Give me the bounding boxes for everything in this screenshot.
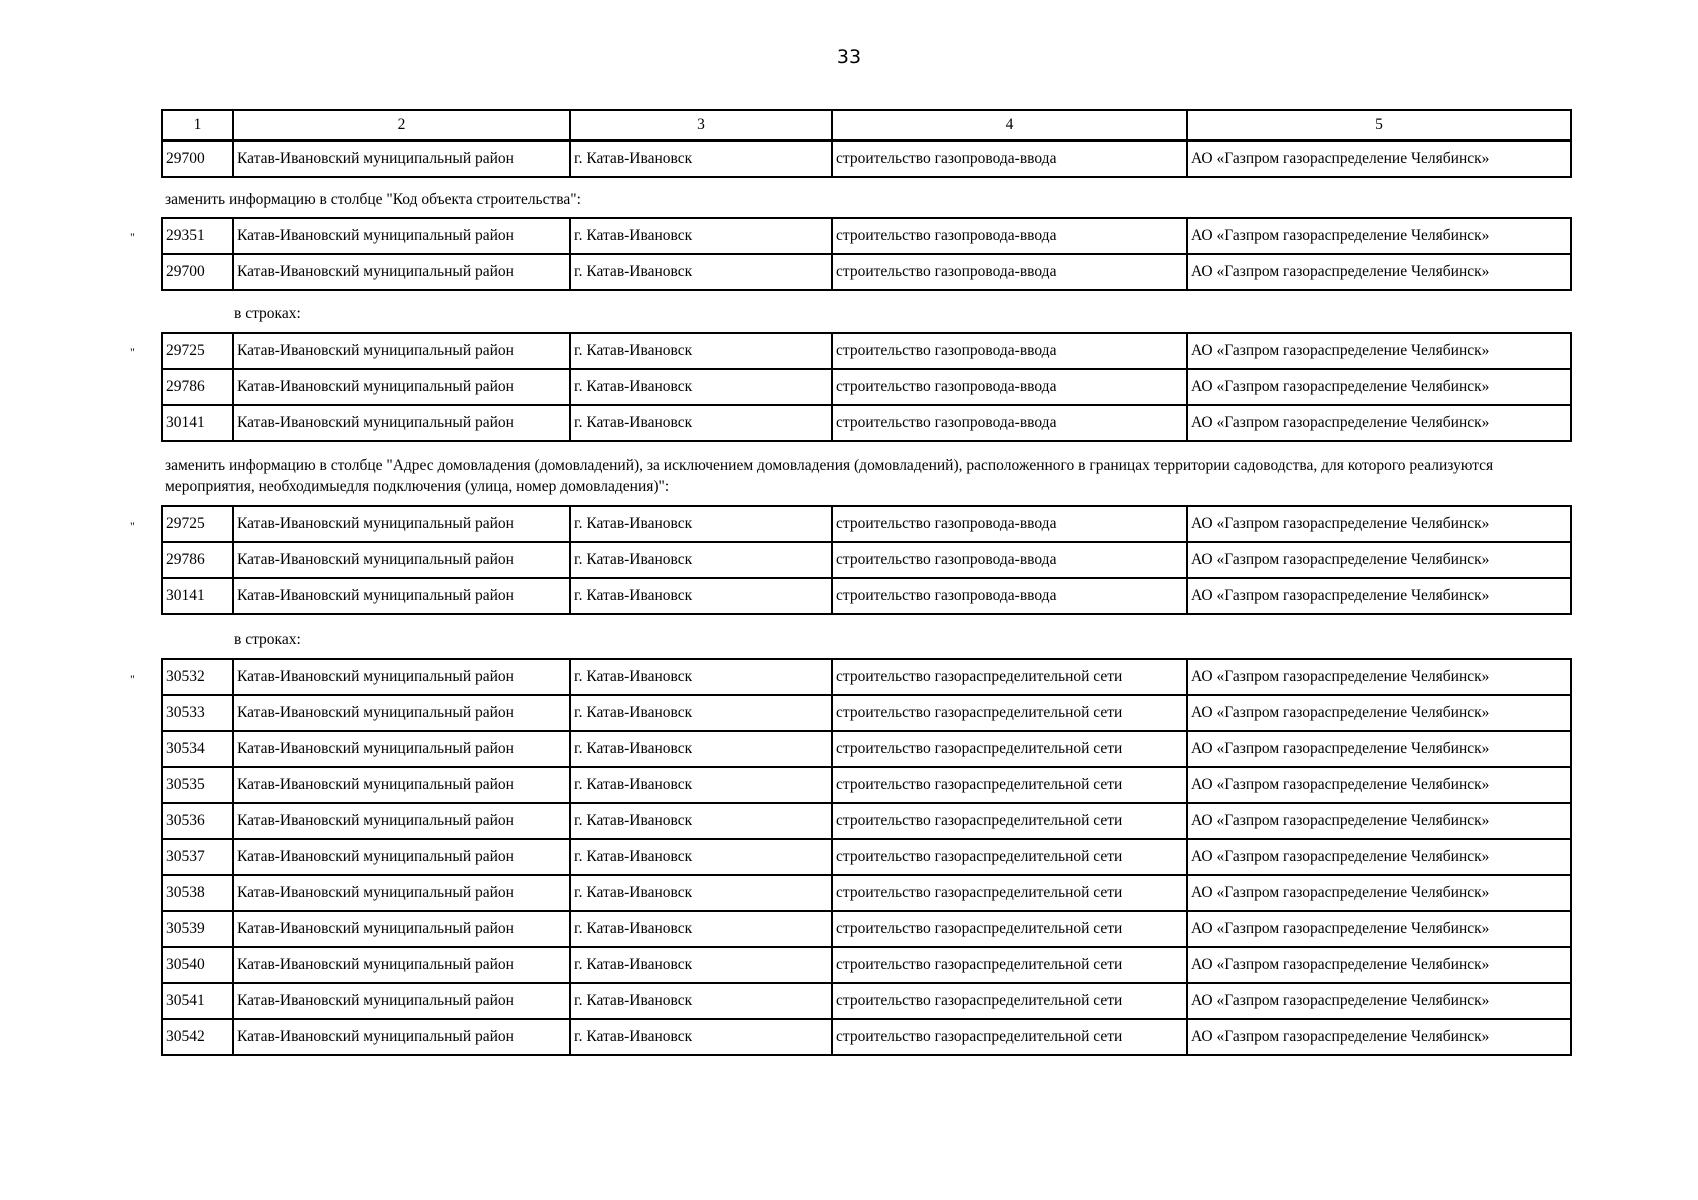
organization-cell: АО «Газпром газораспределение Челябинск» bbox=[1187, 542, 1571, 578]
work-type-cell: строительство газораспределительной сети bbox=[832, 875, 1187, 911]
work-type-cell: строительство газораспределительной сети bbox=[832, 659, 1187, 695]
settlement-cell: г. Катав-Ивановск bbox=[570, 767, 832, 803]
district-cell: Катав-Ивановский муниципальный район bbox=[233, 542, 570, 578]
table-row bbox=[162, 141, 1571, 177]
object-code-cell: 29700 bbox=[162, 254, 233, 290]
table-row bbox=[162, 947, 1571, 983]
settlement-cell: г. Катав-Ивановск bbox=[570, 254, 832, 290]
work-type-cell: строительство газораспределительной сети bbox=[832, 1019, 1187, 1055]
object-code-cell: 30141 bbox=[162, 578, 233, 614]
object-code-cell: 29351 bbox=[162, 218, 233, 254]
settlement-cell: г. Катав-Ивановск bbox=[570, 911, 832, 947]
table-block-4 bbox=[161, 505, 1572, 615]
district-cell: Катав-Ивановский муниципальный район bbox=[233, 911, 570, 947]
table-row bbox=[162, 983, 1571, 1019]
page-number: 33 bbox=[836, 46, 862, 68]
table-row bbox=[162, 578, 1571, 614]
settlement-cell: г. Катав-Ивановск bbox=[570, 803, 832, 839]
settlement-cell: г. Катав-Ивановск bbox=[570, 405, 832, 441]
note-replace-address-line1: заменить информацию в столбце "Адрес домовладения (домовладений), за исключением домовладения (домовладений), расположенного в границах территории садоводства, для которого реализуются bbox=[165, 457, 1494, 474]
settlement-cell: г. Катав-Ивановск bbox=[570, 695, 832, 731]
object-code-cell: 30540 bbox=[162, 947, 233, 983]
work-type-cell: строительство газопровода-ввода bbox=[832, 542, 1187, 578]
table-row bbox=[162, 695, 1571, 731]
header-row bbox=[162, 110, 1571, 140]
note-in-rows: в строках: bbox=[234, 305, 301, 322]
organization-cell: АО «Газпром газораспределение Челябинск» bbox=[1187, 405, 1571, 441]
settlement-cell: г. Катав-Ивановск bbox=[570, 947, 832, 983]
settlement-cell: г. Катав-Ивановск bbox=[570, 218, 832, 254]
object-code-cell: 29725 bbox=[162, 506, 233, 542]
organization-cell: АО «Газпром газораспределение Челябинск» bbox=[1187, 695, 1571, 731]
table-row bbox=[162, 333, 1571, 369]
settlement-cell: г. Катав-Ивановск bbox=[570, 875, 832, 911]
organization-cell: АО «Газпром газораспределение Челябинск» bbox=[1187, 947, 1571, 983]
note-replace-code: заменить информацию в столбце "Код объекта строительства": bbox=[165, 191, 581, 208]
work-type-cell: строительство газопровода-ввода bbox=[832, 369, 1187, 405]
table-block-3 bbox=[161, 332, 1572, 442]
object-code-cell: 30536 bbox=[162, 803, 233, 839]
organization-cell: АО «Газпром газораспределение Челябинск» bbox=[1187, 767, 1571, 803]
table-row bbox=[162, 803, 1571, 839]
object-code-cell: 29786 bbox=[162, 369, 233, 405]
object-code-cell: 30541 bbox=[162, 983, 233, 1019]
work-type-cell: строительство газораспределительной сети bbox=[832, 911, 1187, 947]
work-type-cell: строительство газораспределительной сети bbox=[832, 983, 1187, 1019]
work-type-cell: строительство газораспределительной сети bbox=[832, 947, 1187, 983]
organization-cell: АО «Газпром газораспределение Челябинск» bbox=[1187, 506, 1571, 542]
district-cell: Катав-Ивановский муниципальный район bbox=[233, 141, 570, 177]
object-code-cell: 30532 bbox=[162, 659, 233, 695]
organization-cell: АО «Газпром газораспределение Челябинск» bbox=[1187, 839, 1571, 875]
table-row bbox=[162, 731, 1571, 767]
table-row bbox=[162, 875, 1571, 911]
district-cell: Катав-Ивановский муниципальный район bbox=[233, 405, 570, 441]
organization-cell: АО «Газпром газораспределение Челябинск» bbox=[1187, 983, 1571, 1019]
header-cell: 1 bbox=[162, 110, 233, 140]
object-code-cell: 29700 bbox=[162, 141, 233, 177]
organization-cell: АО «Газпром газораспределение Челябинск» bbox=[1187, 875, 1571, 911]
object-code-cell: 29725 bbox=[162, 333, 233, 369]
district-cell: Катав-Ивановский муниципальный район bbox=[233, 839, 570, 875]
settlement-cell: г. Катав-Ивановск bbox=[570, 369, 832, 405]
work-type-cell: строительство газораспределительной сети bbox=[832, 767, 1187, 803]
organization-cell: АО «Газпром газораспределение Челябинск» bbox=[1187, 911, 1571, 947]
header-cell: 2 bbox=[233, 110, 570, 140]
note-in-rows: в строках: bbox=[234, 631, 301, 648]
object-code-cell: 30538 bbox=[162, 875, 233, 911]
object-code-cell: 30539 bbox=[162, 911, 233, 947]
header-cell: 4 bbox=[832, 110, 1187, 140]
settlement-cell: г. Катав-Ивановск bbox=[570, 141, 832, 177]
object-code-cell: 30141 bbox=[162, 405, 233, 441]
district-cell: Катав-Ивановский муниципальный район bbox=[233, 695, 570, 731]
work-type-cell: строительство газораспределительной сети bbox=[832, 839, 1187, 875]
object-code-cell: 30534 bbox=[162, 731, 233, 767]
district-cell: Катав-Ивановский муниципальный район bbox=[233, 254, 570, 290]
district-cell: Катав-Ивановский муниципальный район bbox=[233, 1019, 570, 1055]
table-block-1 bbox=[161, 140, 1572, 178]
organization-cell: АО «Газпром газораспределение Челябинск» bbox=[1187, 218, 1571, 254]
work-type-cell: строительство газопровода-ввода bbox=[832, 578, 1187, 614]
organization-cell: АО «Газпром газораспределение Челябинск» bbox=[1187, 803, 1571, 839]
note-replace-address-line2: мероприятия, необходимыедля подключения (улица, номер домовладения)": bbox=[165, 478, 670, 495]
table-row bbox=[162, 839, 1571, 875]
district-cell: Катав-Ивановский муниципальный район bbox=[233, 218, 570, 254]
object-code-cell: 30537 bbox=[162, 839, 233, 875]
work-type-cell: строительство газопровода-ввода bbox=[832, 333, 1187, 369]
table-block-5 bbox=[161, 658, 1572, 1056]
table-row bbox=[162, 254, 1571, 290]
district-cell: Катав-Ивановский муниципальный район bbox=[233, 803, 570, 839]
table-row bbox=[162, 542, 1571, 578]
work-type-cell: строительство газопровода-ввода bbox=[832, 218, 1187, 254]
work-type-cell: строительство газопровода-ввода bbox=[832, 254, 1187, 290]
table-row bbox=[162, 218, 1571, 254]
work-type-cell: строительство газораспределительной сети bbox=[832, 731, 1187, 767]
header-cell: 3 bbox=[570, 110, 832, 140]
district-cell: Катав-Ивановский муниципальный район bbox=[233, 333, 570, 369]
work-type-cell: строительство газораспределительной сети bbox=[832, 695, 1187, 731]
settlement-cell: г. Катав-Ивановск bbox=[570, 506, 832, 542]
quote-mark: " bbox=[130, 345, 135, 359]
organization-cell: АО «Газпром газораспределение Челябинск» bbox=[1187, 1019, 1571, 1055]
quote-mark: " bbox=[130, 230, 135, 244]
work-type-cell: строительство газопровода-ввода bbox=[832, 506, 1187, 542]
organization-cell: АО «Газпром газораспределение Челябинск» bbox=[1187, 369, 1571, 405]
table-block-2 bbox=[161, 217, 1572, 291]
organization-cell: АО «Газпром газораспределение Челябинск» bbox=[1187, 333, 1571, 369]
object-code-cell: 30542 bbox=[162, 1019, 233, 1055]
table-row bbox=[162, 911, 1571, 947]
table-row bbox=[162, 1019, 1571, 1055]
object-code-cell: 30535 bbox=[162, 767, 233, 803]
table-row bbox=[162, 767, 1571, 803]
object-code-cell: 29786 bbox=[162, 542, 233, 578]
settlement-cell: г. Катав-Ивановск bbox=[570, 983, 832, 1019]
district-cell: Катав-Ивановский муниципальный район bbox=[233, 983, 570, 1019]
table-row bbox=[162, 405, 1571, 441]
district-cell: Катав-Ивановский муниципальный район bbox=[233, 875, 570, 911]
organization-cell: АО «Газпром газораспределение Челябинск» bbox=[1187, 731, 1571, 767]
district-cell: Катав-Ивановский муниципальный район bbox=[233, 947, 570, 983]
district-cell: Катав-Ивановский муниципальный район bbox=[233, 369, 570, 405]
organization-cell: АО «Газпром газораспределение Челябинск» bbox=[1187, 659, 1571, 695]
settlement-cell: г. Катав-Ивановск bbox=[570, 731, 832, 767]
quote-mark: " bbox=[130, 519, 135, 533]
work-type-cell: строительство газораспределительной сети bbox=[832, 803, 1187, 839]
district-cell: Катав-Ивановский муниципальный район bbox=[233, 659, 570, 695]
table-row bbox=[162, 369, 1571, 405]
settlement-cell: г. Катав-Ивановск bbox=[570, 333, 832, 369]
quote-mark: " bbox=[130, 672, 135, 686]
settlement-cell: г. Катав-Ивановск bbox=[570, 659, 832, 695]
header-table bbox=[161, 109, 1572, 141]
district-cell: Катав-Ивановский муниципальный район bbox=[233, 506, 570, 542]
settlement-cell: г. Катав-Ивановск bbox=[570, 578, 832, 614]
settlement-cell: г. Катав-Ивановск bbox=[570, 542, 832, 578]
settlement-cell: г. Катав-Ивановск bbox=[570, 839, 832, 875]
work-type-cell: строительство газопровода-ввода bbox=[832, 405, 1187, 441]
district-cell: Катав-Ивановский муниципальный район bbox=[233, 731, 570, 767]
organization-cell: АО «Газпром газораспределение Челябинск» bbox=[1187, 141, 1571, 177]
settlement-cell: г. Катав-Ивановск bbox=[570, 1019, 832, 1055]
header-cell: 5 bbox=[1187, 110, 1571, 140]
table-row bbox=[162, 506, 1571, 542]
object-code-cell: 30533 bbox=[162, 695, 233, 731]
organization-cell: АО «Газпром газораспределение Челябинск» bbox=[1187, 254, 1571, 290]
work-type-cell: строительство газопровода-ввода bbox=[832, 141, 1187, 177]
organization-cell: АО «Газпром газораспределение Челябинск» bbox=[1187, 578, 1571, 614]
table-row bbox=[162, 659, 1571, 695]
district-cell: Катав-Ивановский муниципальный район bbox=[233, 578, 570, 614]
district-cell: Катав-Ивановский муниципальный район bbox=[233, 767, 570, 803]
